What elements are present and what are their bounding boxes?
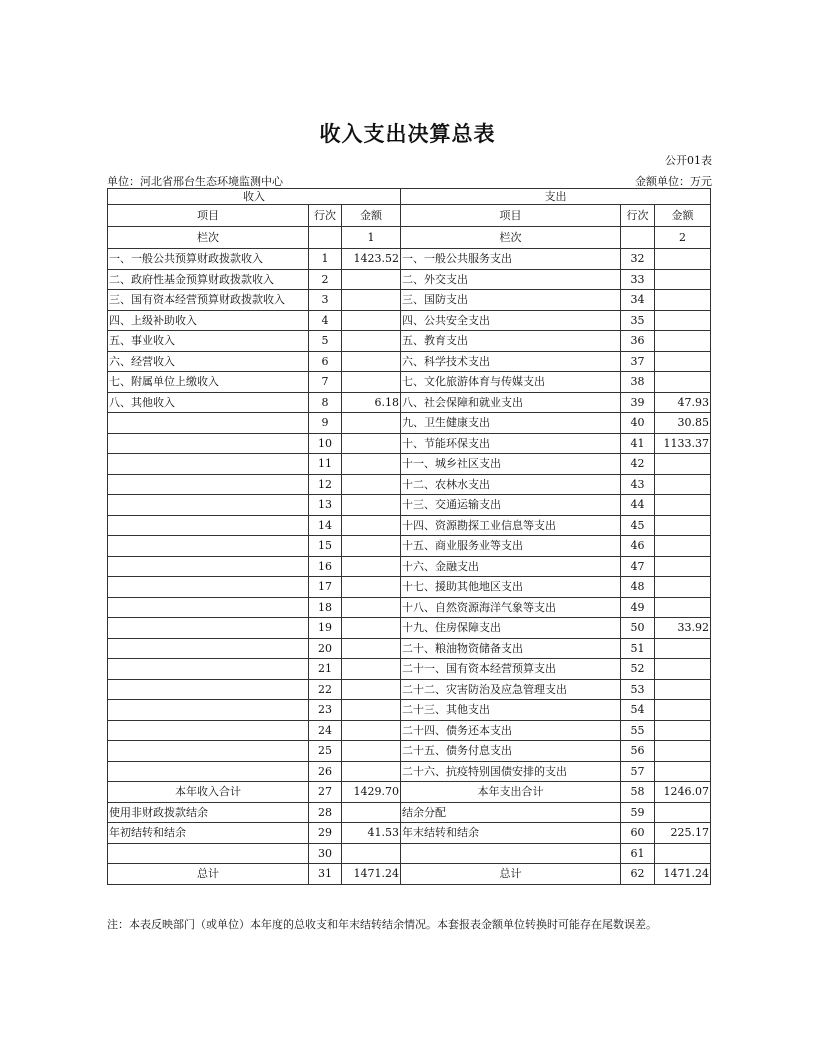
table-row <box>108 597 711 618</box>
income-item-cell <box>108 659 309 680</box>
income-rowno-cell: 31 <box>309 864 342 885</box>
expense-rowno-cell: 54 <box>621 700 655 721</box>
expense-amount-cell <box>655 269 711 290</box>
expense-rowno-cell: 47 <box>621 556 655 577</box>
summary-row <box>108 864 711 885</box>
expense-rowno-cell: 53 <box>621 679 655 700</box>
table-row <box>108 454 711 475</box>
income-item-cell <box>108 413 309 434</box>
income-rowno-cell: 22 <box>309 679 342 700</box>
expense-amount-cell <box>655 556 711 577</box>
income-item-cell <box>108 454 309 475</box>
income-rowno-cell: 6 <box>309 351 342 372</box>
expense-amount-cell <box>655 679 711 700</box>
expense-rowno-cell: 38 <box>621 372 655 393</box>
table-row <box>108 638 711 659</box>
summary-row <box>108 823 711 844</box>
income-amount-cell <box>342 331 401 352</box>
expense-amount-cell <box>655 495 711 516</box>
expense-item-cell: 十八、自然资源海洋气象等支出 <box>401 597 621 618</box>
expense-rowno-cell: 56 <box>621 741 655 762</box>
income-item-cell <box>108 843 309 864</box>
table-row <box>108 331 711 352</box>
expense-amount-header: 金额 <box>655 205 711 227</box>
income-item-cell <box>108 700 309 721</box>
expense-item-cell: 十三、交通运输支出 <box>401 495 621 516</box>
income-col-label: 栏次 <box>108 227 309 249</box>
table-row <box>108 700 711 721</box>
expense-section-header: 支出 <box>401 189 711 205</box>
income-rowno-cell: 17 <box>309 577 342 598</box>
income-amount-cell <box>342 269 401 290</box>
income-item-cell: 八、其他收入 <box>108 392 309 413</box>
expense-rowno-cell: 55 <box>621 720 655 741</box>
income-item-cell <box>108 536 309 557</box>
income-item-cell: 三、国有资本经营预算财政拨款收入 <box>108 290 309 311</box>
income-rowno-cell: 27 <box>309 782 342 803</box>
expense-amount-cell: 1246.07 <box>655 782 711 803</box>
expense-rowno-cell: 32 <box>621 249 655 270</box>
column-index-row <box>108 227 711 249</box>
table-row <box>108 577 711 598</box>
expense-col-index: 2 <box>655 227 711 249</box>
summary-row <box>108 802 711 823</box>
expense-amount-cell <box>655 249 711 270</box>
expense-amount-cell <box>655 638 711 659</box>
expense-item-cell: 十二、农林水支出 <box>401 474 621 495</box>
income-rowno-cell: 2 <box>309 269 342 290</box>
income-item-cell: 五、事业收入 <box>108 331 309 352</box>
expense-item-cell: 十六、金融支出 <box>401 556 621 577</box>
income-amount-cell <box>342 638 401 659</box>
expense-amount-cell <box>655 290 711 311</box>
income-item-cell <box>108 761 309 782</box>
expense-item-cell: 十一、城乡社区支出 <box>401 454 621 475</box>
expense-rowno-cell: 42 <box>621 454 655 475</box>
expense-item-cell: 二十五、债务付息支出 <box>401 741 621 762</box>
income-item-cell <box>108 679 309 700</box>
income-amount-cell <box>342 597 401 618</box>
income-item-cell: 本年收入合计 <box>108 782 309 803</box>
expense-item-cell: 年末结转和结余 <box>401 823 621 844</box>
table-row <box>108 761 711 782</box>
income-amount-cell <box>342 700 401 721</box>
expense-amount-cell <box>655 802 711 823</box>
expense-amount-cell <box>655 843 711 864</box>
income-amount-cell <box>342 556 401 577</box>
income-item-cell: 六、经营收入 <box>108 351 309 372</box>
income-amount-cell: 1423.52 <box>342 249 401 270</box>
income-rowno-cell: 15 <box>309 536 342 557</box>
income-col-blank <box>309 227 342 249</box>
income-item-cell <box>108 741 309 762</box>
expense-item-cell <box>401 843 621 864</box>
expense-item-cell: 四、公共安全支出 <box>401 310 621 331</box>
table-row <box>108 536 711 557</box>
table-row <box>108 741 711 762</box>
expense-amount-cell <box>655 720 711 741</box>
expense-rowno-cell: 57 <box>621 761 655 782</box>
income-item-cell <box>108 720 309 741</box>
expense-item-cell: 结余分配 <box>401 802 621 823</box>
expense-amount-cell: 33.92 <box>655 618 711 639</box>
income-item-header: 项目 <box>108 205 309 227</box>
expense-rowno-cell: 59 <box>621 802 655 823</box>
income-amount-cell <box>342 741 401 762</box>
expense-amount-cell <box>655 597 711 618</box>
income-rowno-cell: 3 <box>309 290 342 311</box>
expense-rowno-cell: 43 <box>621 474 655 495</box>
expense-amount-cell <box>655 351 711 372</box>
expense-item-cell: 二十、粮油物资储备支出 <box>401 638 621 659</box>
table-row <box>108 310 711 331</box>
page-title: 收入支出决算总表 <box>319 122 496 146</box>
income-rowno-cell: 1 <box>309 249 342 270</box>
income-item-cell: 七、附属单位上缴收入 <box>108 372 309 393</box>
expense-rowno-cell: 33 <box>621 269 655 290</box>
expense-item-cell: 二、外交支出 <box>401 269 621 290</box>
expense-rowno-cell: 48 <box>621 577 655 598</box>
income-rowno-cell: 26 <box>309 761 342 782</box>
income-item-cell: 二、政府性基金预算财政拨款收入 <box>108 269 309 290</box>
section-header-row <box>108 189 711 205</box>
table-row <box>108 515 711 536</box>
expense-rowno-header: 行次 <box>621 205 655 227</box>
income-amount-cell: 1471.24 <box>342 864 401 885</box>
expense-item-cell: 三、国防支出 <box>401 290 621 311</box>
income-amount-cell <box>342 761 401 782</box>
income-item-cell <box>108 618 309 639</box>
summary-row <box>108 843 711 864</box>
expense-rowno-cell: 58 <box>621 782 655 803</box>
income-item-cell <box>108 638 309 659</box>
income-amount-cell <box>342 679 401 700</box>
expense-item-cell: 十五、商业服务业等支出 <box>401 536 621 557</box>
expense-item-cell: 六、科学技术支出 <box>401 351 621 372</box>
income-amount-cell <box>342 351 401 372</box>
expense-item-cell: 五、教育支出 <box>401 331 621 352</box>
income-item-cell: 使用非财政拨款结余 <box>108 802 309 823</box>
income-rowno-header: 行次 <box>309 205 342 227</box>
expense-amount-cell <box>655 331 711 352</box>
expense-rowno-cell: 46 <box>621 536 655 557</box>
income-rowno-cell: 14 <box>309 515 342 536</box>
expense-rowno-cell: 50 <box>621 618 655 639</box>
table-row <box>108 679 711 700</box>
income-amount-cell <box>342 843 401 864</box>
income-expense-table <box>107 188 711 885</box>
expense-item-cell: 二十一、国有资本经营预算支出 <box>401 659 621 680</box>
expense-amount-cell: 30.85 <box>655 413 711 434</box>
table-row <box>108 372 711 393</box>
expense-rowno-cell: 40 <box>621 413 655 434</box>
table-row <box>108 474 711 495</box>
table-row <box>108 618 711 639</box>
expense-amount-cell <box>655 536 711 557</box>
income-amount-cell: 6.18 <box>342 392 401 413</box>
income-rowno-cell: 11 <box>309 454 342 475</box>
income-amount-cell <box>342 495 401 516</box>
income-amount-header: 金额 <box>342 205 401 227</box>
expense-amount-cell <box>655 700 711 721</box>
expense-item-cell: 一、一般公共服务支出 <box>401 249 621 270</box>
expense-amount-cell: 47.93 <box>655 392 711 413</box>
income-rowno-cell: 12 <box>309 474 342 495</box>
expense-amount-cell <box>655 474 711 495</box>
expense-item-header: 项目 <box>401 205 621 227</box>
expense-col-label: 栏次 <box>401 227 621 249</box>
income-item-cell: 年初结转和结余 <box>108 823 309 844</box>
table-row <box>108 392 711 413</box>
expense-rowno-cell: 36 <box>621 331 655 352</box>
income-item-cell: 一、一般公共预算财政拨款收入 <box>108 249 309 270</box>
income-amount-cell <box>342 659 401 680</box>
expense-amount-cell <box>655 741 711 762</box>
income-item-cell <box>108 556 309 577</box>
expense-item-cell: 本年支出合计 <box>401 782 621 803</box>
income-amount-cell <box>342 310 401 331</box>
income-amount-cell <box>342 474 401 495</box>
expense-rowno-cell: 37 <box>621 351 655 372</box>
expense-amount-cell <box>655 310 711 331</box>
expense-item-cell: 二十三、其他支出 <box>401 700 621 721</box>
expense-amount-cell <box>655 761 711 782</box>
expense-col-blank <box>621 227 655 249</box>
expense-item-cell: 十七、援助其他地区支出 <box>401 577 621 598</box>
income-section-header: 收入 <box>108 189 401 205</box>
income-amount-cell <box>342 454 401 475</box>
expense-rowno-cell: 62 <box>621 864 655 885</box>
expense-rowno-cell: 51 <box>621 638 655 659</box>
expense-amount-cell <box>655 515 711 536</box>
income-rowno-cell: 28 <box>309 802 342 823</box>
expense-amount-cell: 225.17 <box>655 823 711 844</box>
income-rowno-cell: 18 <box>309 597 342 618</box>
income-rowno-cell: 8 <box>309 392 342 413</box>
income-item-cell <box>108 474 309 495</box>
income-rowno-cell: 19 <box>309 618 342 639</box>
income-rowno-cell: 13 <box>309 495 342 516</box>
expense-item-cell: 七、文化旅游体育与传媒支出 <box>401 372 621 393</box>
expense-amount-cell <box>655 659 711 680</box>
income-amount-cell: 41.53 <box>342 823 401 844</box>
income-amount-cell <box>342 433 401 454</box>
expense-rowno-cell: 45 <box>621 515 655 536</box>
table-row <box>108 659 711 680</box>
income-amount-cell <box>342 372 401 393</box>
table-row <box>108 413 711 434</box>
income-rowno-cell: 21 <box>309 659 342 680</box>
expense-rowno-cell: 52 <box>621 659 655 680</box>
income-amount-cell <box>342 290 401 311</box>
form-number: 公开01表 <box>665 154 712 167</box>
expense-item-cell: 二十二、灾害防治及应急管理支出 <box>401 679 621 700</box>
income-rowno-cell: 10 <box>309 433 342 454</box>
income-amount-cell <box>342 618 401 639</box>
expense-amount-cell <box>655 372 711 393</box>
expense-item-cell: 总计 <box>401 864 621 885</box>
expense-rowno-cell: 34 <box>621 290 655 311</box>
expense-rowno-cell: 61 <box>621 843 655 864</box>
income-rowno-cell: 25 <box>309 741 342 762</box>
table-row <box>108 495 711 516</box>
expense-amount-cell: 1133.37 <box>655 433 711 454</box>
income-amount-cell <box>342 802 401 823</box>
income-amount-cell <box>342 536 401 557</box>
income-rowno-cell: 4 <box>309 310 342 331</box>
income-rowno-cell: 9 <box>309 413 342 434</box>
income-rowno-cell: 7 <box>309 372 342 393</box>
footnote: 注：本表反映部门（或单位）本年度的总收支和年末结转结余情况。本套报表金额单位转换时可能存在尾数误差。 <box>107 918 657 931</box>
table-row <box>108 290 711 311</box>
income-item-cell <box>108 597 309 618</box>
income-rowno-cell: 16 <box>309 556 342 577</box>
income-item-cell <box>108 515 309 536</box>
summary-row <box>108 782 711 803</box>
income-rowno-cell: 23 <box>309 700 342 721</box>
expense-item-cell: 十四、资源勘探工业信息等支出 <box>401 515 621 536</box>
expense-rowno-cell: 49 <box>621 597 655 618</box>
expense-rowno-cell: 39 <box>621 392 655 413</box>
income-item-cell <box>108 577 309 598</box>
income-rowno-cell: 5 <box>309 331 342 352</box>
income-amount-cell <box>342 720 401 741</box>
expense-item-cell: 八、社会保障和就业支出 <box>401 392 621 413</box>
table-row <box>108 556 711 577</box>
column-header-row <box>108 205 711 227</box>
income-amount-cell <box>342 515 401 536</box>
table-row <box>108 433 711 454</box>
expense-item-cell: 二十六、抗疫特别国债安排的支出 <box>401 761 621 782</box>
table-row <box>108 720 711 741</box>
income-item-cell: 总计 <box>108 864 309 885</box>
unit-label: 单位：河北省邢台生态环境监测中心 <box>107 175 283 188</box>
income-rowno-cell: 29 <box>309 823 342 844</box>
income-rowno-cell: 20 <box>309 638 342 659</box>
income-rowno-cell: 24 <box>309 720 342 741</box>
expense-item-cell: 二十四、债务还本支出 <box>401 720 621 741</box>
expense-item-cell: 十、节能环保支出 <box>401 433 621 454</box>
expense-amount-cell <box>655 577 711 598</box>
expense-rowno-cell: 41 <box>621 433 655 454</box>
table-row <box>108 249 711 270</box>
table-row <box>108 269 711 290</box>
income-amount-cell <box>342 413 401 434</box>
expense-rowno-cell: 44 <box>621 495 655 516</box>
expense-amount-cell <box>655 454 711 475</box>
table-row <box>108 351 711 372</box>
income-item-cell: 四、上级补助收入 <box>108 310 309 331</box>
expense-item-cell: 十九、住房保障支出 <box>401 618 621 639</box>
income-rowno-cell: 30 <box>309 843 342 864</box>
income-col-index: 1 <box>342 227 401 249</box>
expense-rowno-cell: 35 <box>621 310 655 331</box>
expense-item-cell: 九、卫生健康支出 <box>401 413 621 434</box>
currency-label: 金额单位：万元 <box>635 175 712 188</box>
income-amount-cell <box>342 577 401 598</box>
income-item-cell <box>108 433 309 454</box>
expense-rowno-cell: 60 <box>621 823 655 844</box>
income-amount-cell: 1429.70 <box>342 782 401 803</box>
expense-amount-cell: 1471.24 <box>655 864 711 885</box>
income-item-cell <box>108 495 309 516</box>
